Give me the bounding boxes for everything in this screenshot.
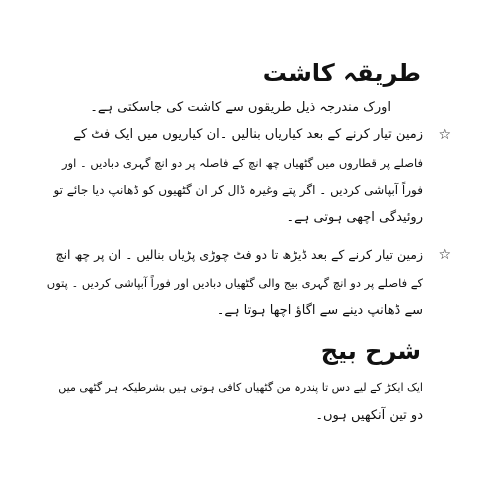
star-bullet-icon: ☆ — [438, 247, 451, 263]
star-bullet-icon: ☆ — [438, 127, 451, 143]
section-heading-seed-rate: شرح بیج — [320, 337, 421, 365]
method2-line-1: زمین تیار کرنے کے بعد ڈیڑھ تا دو فٹ چوڑی پڑیاں بنالیں ۔ ان پر چھ انچ — [55, 247, 423, 262]
method1-line-4: روئیدگی اچھی ہوتی ہے۔ — [286, 210, 423, 225]
method2-line-3: سے ڈھانپ دینے سے اگاؤ اچھا ہوتا ہے۔ — [216, 303, 423, 318]
seed-rate-line-1: ایک ایکڑ کے لیے دس تا پندرہ من گٹھیاں کافی ہوتی ہیں بشرطیکہ ہر گٹھی میں — [58, 381, 423, 394]
method1-line-2: فاصلے پر قطاروں میں گٹھیاں چھ انچ کے فاصلہ پر دو انچ گہری دبادیں ۔ اور — [62, 156, 423, 170]
method1-line-3: فوراً آبپاشی کردیں ۔ اگر پتے وغیرہ ڈال کر ان گٹھیوں کو ڈھانپ دیا جائے تو — [53, 183, 423, 197]
section-heading-cultivation-method: طریقہ کاشت — [262, 59, 421, 87]
method1-line-1: زمین تیار کرنے کے بعد کیاریاں بنالیں ۔ان کیاریوں میں ایک فٹ کے — [73, 127, 423, 142]
seed-rate-line-2: دو تین آنکھیں ہوں۔ — [315, 408, 423, 423]
method2-line-2: کے فاصلے پر دو انچ گہری بیج والی گٹھیاں دبادیں اور فوراً آبپاشی کردیں ۔ پتوں — [46, 276, 423, 290]
intro-line: اورک مندرجہ ذیل طریقوں سے کاشت کی جاسکتی ہے۔ — [90, 100, 391, 115]
